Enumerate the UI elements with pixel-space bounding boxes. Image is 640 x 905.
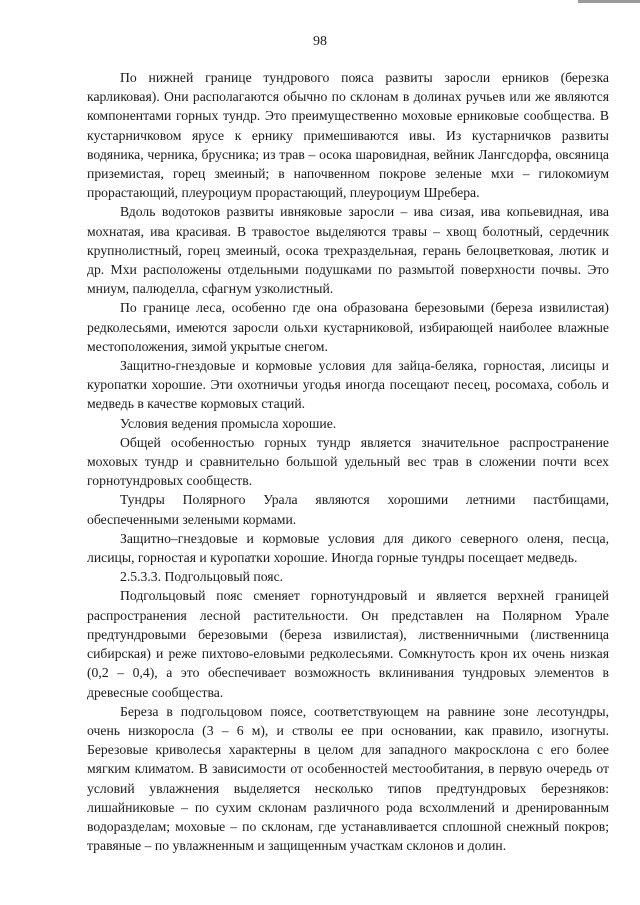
paragraph-3: По границе леса, особенно где она образована березовыми (береза извилистая) редколесьями, имеются заросли ольхи кустарниковой, избирающей наиболее влажные местоположения, зимой укрытые снегом. xyxy=(87,300,609,354)
section-heading: 2.5.3.3. Подгольцовый пояс. xyxy=(120,569,284,585)
paragraph-5: Условия ведения промысла хорошие. xyxy=(120,415,337,431)
paragraph-2: Вдоль водотоков развиты ивняковые заросли – ива сизая, ива копьевидная, ива мохнатая, ива красивая. В травостое выделяются травы – хвощ болотный, сердечник крупнолистный, горец змеиный, осока трехраздельная, герань белоцветковая, лютик и др. Мхи расположены отдельными подушками по размытой поверхности почвы. Это мниум, палюделла, сфагнум узколистный. xyxy=(87,204,609,297)
paragraph-8: Защитно–гнездовые и кормовые условия для дикого северного оленя, песца, лисицы, горностая и куропатки хорошие. Иногда горные тундры посещает медведь. xyxy=(87,530,609,566)
scan-edge-mark xyxy=(578,0,640,3)
page-number: 98 xyxy=(313,34,327,49)
paragraph-10: Береза в подгольцовом поясе, соответствующем на равнине зоне лесотундры, очень низкоросла (3 – 6 м), и стволы ее при основании, как правило, изогнуты. Березовые криволесья характерны в целом для западного макросклона с его более мягким климатом. В зависимости от особенностей местообитания, в первую очередь от условий увлажнения выделяется несколько типов предтундровых березняков: лишайниковые – по сухим склонам различного рода всхолмлений и дренированным водоразделам; моховые – по склонам, где устанавливается сплошной снежный покров; травяные – по увлажненным и защищенным участкам склонов и долин. xyxy=(87,703,609,854)
paragraph-4: Защитно-гнездовые и кормовые условия для зайца-беляка, горностая, лисицы и куропатки хорошие. Эти охотничьи угодья иногда посещают песец, росомаха, соболь и медведь в качестве кормовых стаций. xyxy=(87,358,609,412)
paragraph-1: По нижней границе тундрового пояса развиты заросли ерников (березка карликовая). Они располагаются обычно по склонам в долинах ручьев или же являются компонентами горных тундр. Это преимущественно моховые ерниковые сообщества. В кустарничковом ярусе к ернику примешиваются ивы. Из кустарничков развиты водяника, черника, брусника; из трав – осока шаровидная, вейник Лангсдорфа, овсяница приземистая, горец змеиный; в напочвенном покрове зеленые мхи – гилокомиум прорастающий, плеуроциум прорастающий, плеуроциум Шребера. xyxy=(87,70,609,201)
paragraph-7: Тундры Полярного Урала являются хорошими летними пастбищами, обеспеченными зелеными кормами. xyxy=(87,492,609,527)
paragraph-9: Подгольцовый пояс сменяет горнотундровый и является верхней границей распространения лесной растительности. Он представлен на Полярном Урале предтундровыми березовыми (береза извилистая), лиственничными (лиственница сибирская) и реже пихтово-еловыми редколесьями. Сомкнутость крон их очень низкая (0,2 – 0,4), а это обеспечивает возможность вклинивания тундровых элементов в древесные сообщества. xyxy=(87,588,609,700)
paragraph-6: Общей особенностью горных тундр является значительное распространение моховых тундр и сравнительно большой удельный вес трав в сложении почти всех горнотундровых сообществ. xyxy=(87,434,609,489)
body-text xyxy=(87,68,609,855)
